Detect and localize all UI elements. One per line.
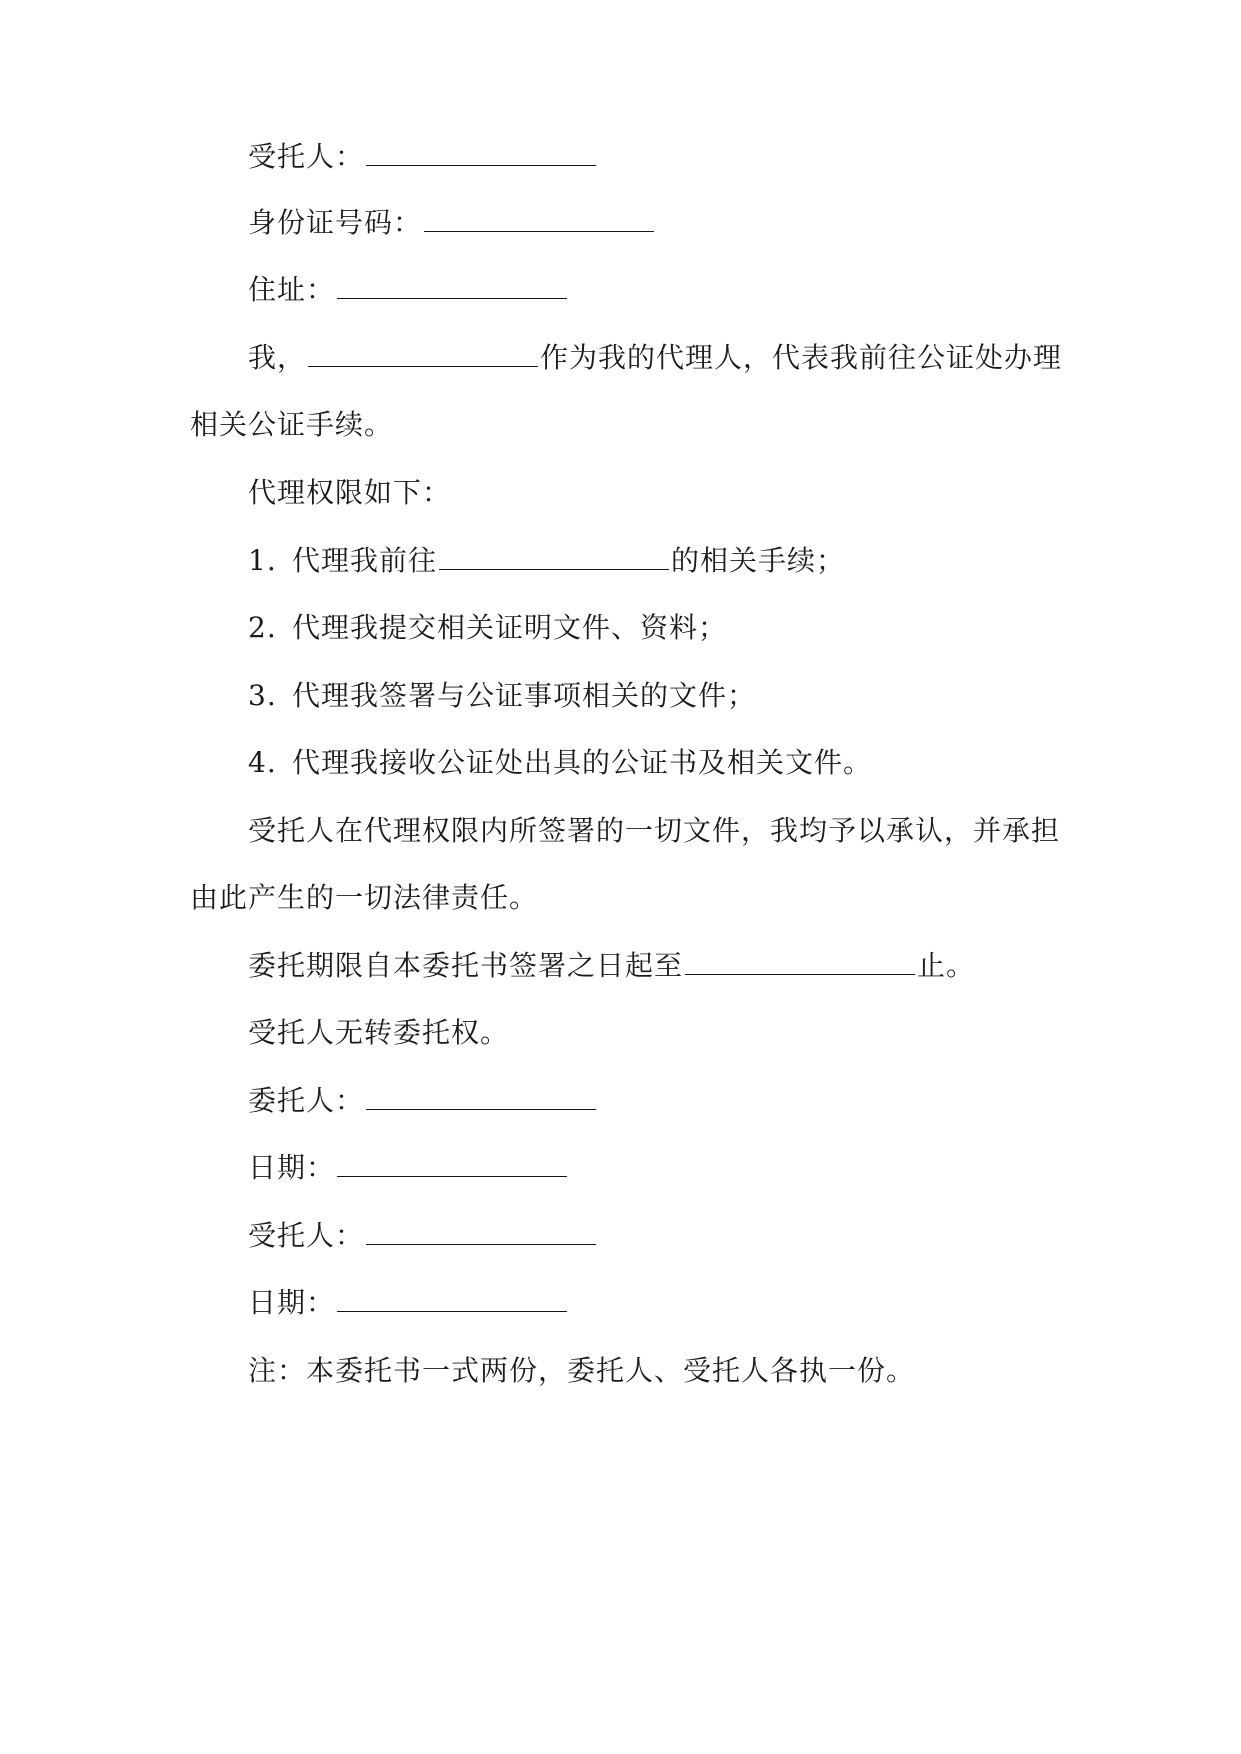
- principal-date-label: 日期：: [248, 1151, 336, 1184]
- term-after: 止。: [917, 949, 976, 982]
- power-item-2: [248, 608, 727, 648]
- agent-blank[interactable]: [366, 139, 596, 166]
- liability-line-1: 受托人在代理权限内所签署的一切文件，我均予以承认，并承担: [248, 814, 1061, 847]
- appointment-blank[interactable]: [308, 340, 538, 367]
- principal-date: [248, 1148, 569, 1188]
- power-item-3-num: 3.: [248, 679, 277, 712]
- agent-date-label: 日期：: [248, 1286, 336, 1319]
- principal-blank[interactable]: [366, 1083, 596, 1110]
- agent-date: [248, 1283, 569, 1323]
- id-number-field: [248, 203, 656, 243]
- address-label: 住址：: [248, 273, 336, 306]
- power-item-4-num: 4.: [248, 746, 277, 779]
- power-item-3-text: 代理我签署与公证事项相关的文件；: [292, 679, 757, 712]
- power-item-2-num: 2.: [248, 611, 277, 644]
- agent-signature: [248, 1216, 598, 1256]
- appointment-prefix: 我，: [248, 341, 307, 374]
- term-before: 委托期限自本委托书签署之日起至: [248, 949, 684, 982]
- power-item-1-after: 的相关手续；: [671, 544, 846, 577]
- principal-label: 委托人：: [248, 1084, 365, 1117]
- address-blank[interactable]: [337, 272, 567, 299]
- no-sub-delegation: 受托人无转委托权。: [248, 1016, 510, 1049]
- power-item-1: [248, 541, 845, 581]
- address-field: [248, 270, 569, 310]
- power-item-1-blank[interactable]: [439, 543, 669, 570]
- power-item-3: [248, 676, 756, 716]
- agent-signature-label: 受托人：: [248, 1219, 365, 1252]
- appointment-suffix: 作为我的代理人，代表我前往公证处办理: [540, 341, 1063, 374]
- agent-label: 受托人：: [248, 140, 365, 173]
- principal-date-blank[interactable]: [337, 1150, 567, 1177]
- appointment-line: [248, 338, 1062, 378]
- id-number-label: 身份证号码：: [248, 206, 423, 239]
- power-item-4-text: 代理我接收公证处出具的公证书及相关文件。: [292, 746, 873, 779]
- power-item-4: [248, 743, 872, 783]
- powers-heading: 代理权限如下：: [248, 476, 452, 509]
- note: 注：本委托书一式两份，委托人、受托人各执一份。: [248, 1354, 916, 1387]
- power-item-1-num: 1.: [248, 544, 277, 577]
- power-item-2-text: 代理我提交相关证明文件、资料；: [292, 611, 728, 644]
- principal-signature: [248, 1081, 598, 1121]
- term-blank[interactable]: [685, 948, 915, 975]
- appointment-continuation: 相关公证手续。: [190, 408, 394, 441]
- liability-line-2: 由此产生的一切法律责任。: [190, 881, 539, 914]
- agent-date-blank[interactable]: [337, 1285, 567, 1312]
- id-number-blank[interactable]: [424, 205, 654, 232]
- power-item-1-before: 代理我前往: [292, 544, 438, 577]
- agent-signature-blank[interactable]: [366, 1218, 596, 1245]
- agent-field: [248, 137, 598, 177]
- term-line: [248, 946, 975, 986]
